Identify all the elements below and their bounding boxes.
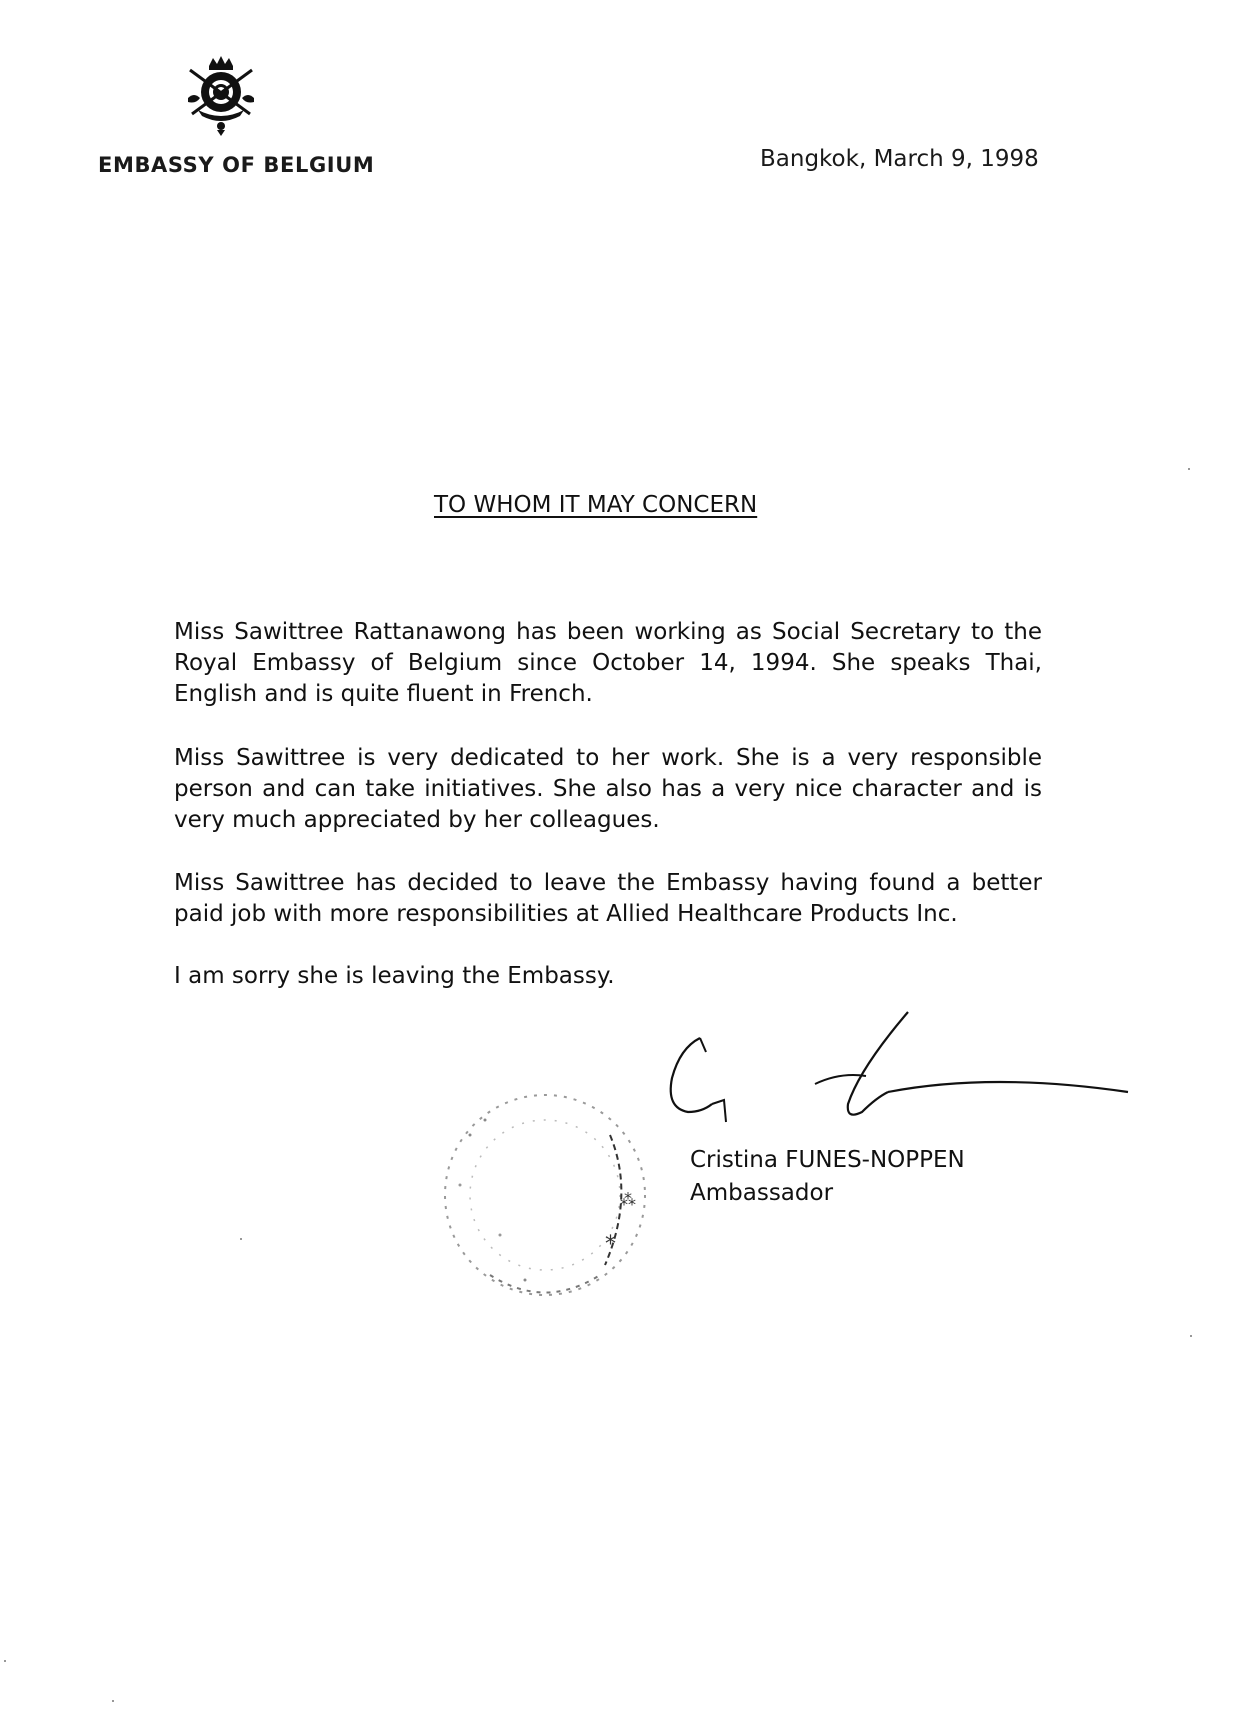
svg-text:⁂: ⁂ [620, 1190, 636, 1209]
signer-title: Ambassador [690, 1180, 834, 1206]
signer-name: Cristina FUNES-NOPPEN [690, 1147, 965, 1173]
scan-speck [4, 1660, 6, 1662]
body-paragraph: Miss Sawittree is very dedicated to her work. She is a very responsible person and can take initiatives. She also has a very nice character and is very much appreciated by her colleagues. [174, 745, 1042, 833]
embassy-name: EMBASSY OF BELGIUM [98, 153, 375, 177]
scan-speck [1190, 1335, 1192, 1337]
embassy-seal-stamp-icon [430, 1075, 660, 1315]
letter-subject: TO WHOM IT MAY CONCERN [434, 492, 758, 518]
handwritten-signature-icon [640, 1008, 1140, 1158]
scan-speck [1188, 468, 1190, 470]
letter-date: Bangkok, March 9, 1998 [760, 146, 1039, 172]
belgian-royal-crest-icon [178, 52, 264, 138]
scan-speck [112, 1700, 114, 1702]
svg-text:*: * [605, 1232, 616, 1257]
body-paragraph: I am sorry she is leaving the Embassy. [174, 963, 615, 989]
body-paragraph: Miss Sawittree has decided to leave the Embassy having found a better paid job with more responsibilities at Allied Healthcare Products Inc. [174, 870, 1042, 927]
scan-speck [240, 1238, 242, 1240]
body-paragraph: Miss Sawittree Rattanawong has been working as Social Secretary to the Royal Embassy of Belgium since October 14, 1994. She speaks Thai, English and is quite fluent in French. [174, 619, 1042, 707]
